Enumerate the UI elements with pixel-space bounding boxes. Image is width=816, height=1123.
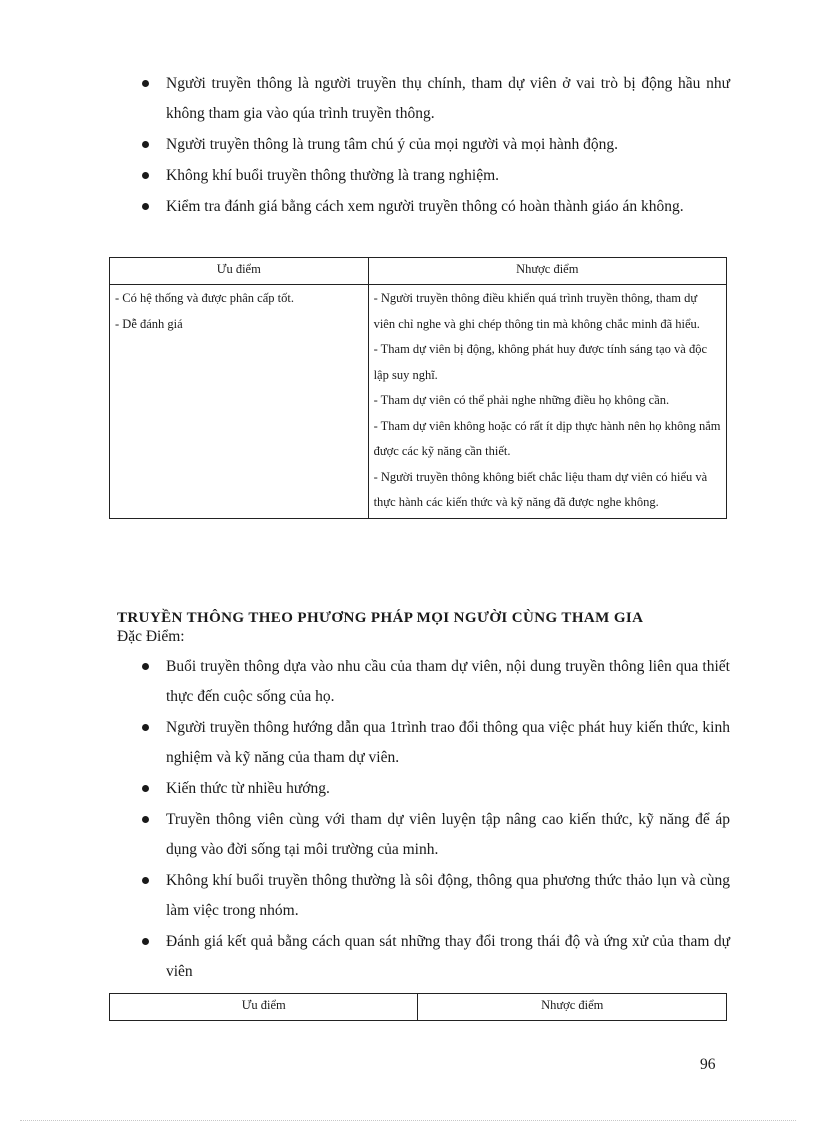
advantage-item: - Dễ đánh giá [115,316,183,331]
advantages-header: Ưu điểm [110,994,418,1021]
table-header-row [110,258,727,285]
disadvantage-item: - Người truyền thông không biết chắc liệu tham dự viên có hiểu và thực hành các kiến thức và kỹ năng đã được nghe không. [373,469,708,509]
list-item [140,805,730,865]
bullet-text: Người truyền thông là người truyền thụ chính, tham dự viên ở vai trò bị động hầu như không tham gia vào qúa trình truyền thông. [166,75,730,122]
list-item [140,713,730,773]
advantages-header: Ưu điểm [110,258,369,285]
list-item [140,927,730,987]
bullet-text: Truyền thông viên cùng với tham dự viên luyện tập nâng cao kiến thức, kỹ năng để áp dụng vào đời sống tại môi trường của minh. [166,811,730,858]
disadvantages-header: Nhược điểm [418,994,727,1021]
list-item [140,161,730,191]
bullet-icon [142,938,149,945]
advantage-item: - Có hệ thống và được phân cấp tốt. [115,291,294,305]
table-row [110,285,727,519]
bullet-icon [142,785,149,792]
bullet-text: Đánh giá kết quả bằng cách quan sát những thay đổi trong thái độ và ứng xử của tham dự viên [166,933,730,980]
disadvantages-header: Nhược điểm [368,258,726,285]
bullet-icon [142,172,149,179]
list-item [140,69,730,129]
bullet-icon [142,877,149,884]
list-item [140,192,730,222]
bullet-icon [142,724,149,731]
bullet-icon [142,203,149,210]
section2-bullet-list [140,652,730,988]
bullet-text: Người truyền thông hướng dẫn qua 1trình trao đổi thông qua việc phát huy kiến thức, kinh nghiệm và kỹ năng của tham dự viên. [166,719,730,766]
disadvantage-item: - Tham dự viên có thể phải nghe những điều họ không cần. [373,393,670,407]
section2-heading: TRUYỀN THÔNG THEO PHƯƠNG PHÁP MỌI NGƯỜI CÙNG THAM GIA [117,610,644,626]
bullet-icon [142,80,149,87]
bullet-text: Không khí buổi truyền thông thường là sôi động, thông qua phương thức thảo lụn và cùng làm việc trong nhóm. [166,872,730,919]
bullet-text: Không khí buổi truyền thông thường là trang nghiệm. [166,167,500,184]
list-item [140,652,730,712]
bullet-text: Kiểm tra đánh giá bằng cách xem người truyền thông có hoàn thành giáo án không. [166,198,684,215]
bullet-text: Người truyền thông là trung tâm chú ý của mọi người và mọi hành động. [166,136,619,153]
section2-subheading: Đặc Điểm: [117,628,185,645]
bullet-icon [142,141,149,148]
section1-bullet-list [140,69,730,223]
table-header-row [110,994,727,1021]
pros-cons-table-1 [109,257,727,519]
disadvantage-item: - Tham dự viên không hoặc có rất ít dịp thực hành nên họ không nắm được các kỹ năng cần thiết. [373,418,721,458]
bullet-icon [142,816,149,823]
bullet-text: Buổi truyền thông dựa vào nhu cầu của tham dự viên, nội dung truyền thông liên qua thiết thực đến cuộc sống của họ. [166,658,730,705]
list-item [140,130,730,160]
disadvantage-item: - Tham dự viên bị động, không phát huy được tính sáng tạo và độc lập suy nghĩ. [373,342,707,382]
bullet-icon [142,663,149,670]
disadvantage-item: - Người truyền thông điều khiển quá trình truyền thông, tham dự viên chỉ nghe và ghi chép thông tin mà không chắc minh đã hiểu. [373,291,700,331]
list-item [140,866,730,926]
footer-divider [20,1120,796,1121]
pros-cons-table-2 [109,993,727,1021]
page-number: 96 [700,1056,716,1073]
advantages-cell [110,285,369,519]
disadvantages-cell [368,285,726,519]
bullet-text: Kiến thức từ nhiều hướng. [166,780,330,797]
list-item [140,774,730,804]
